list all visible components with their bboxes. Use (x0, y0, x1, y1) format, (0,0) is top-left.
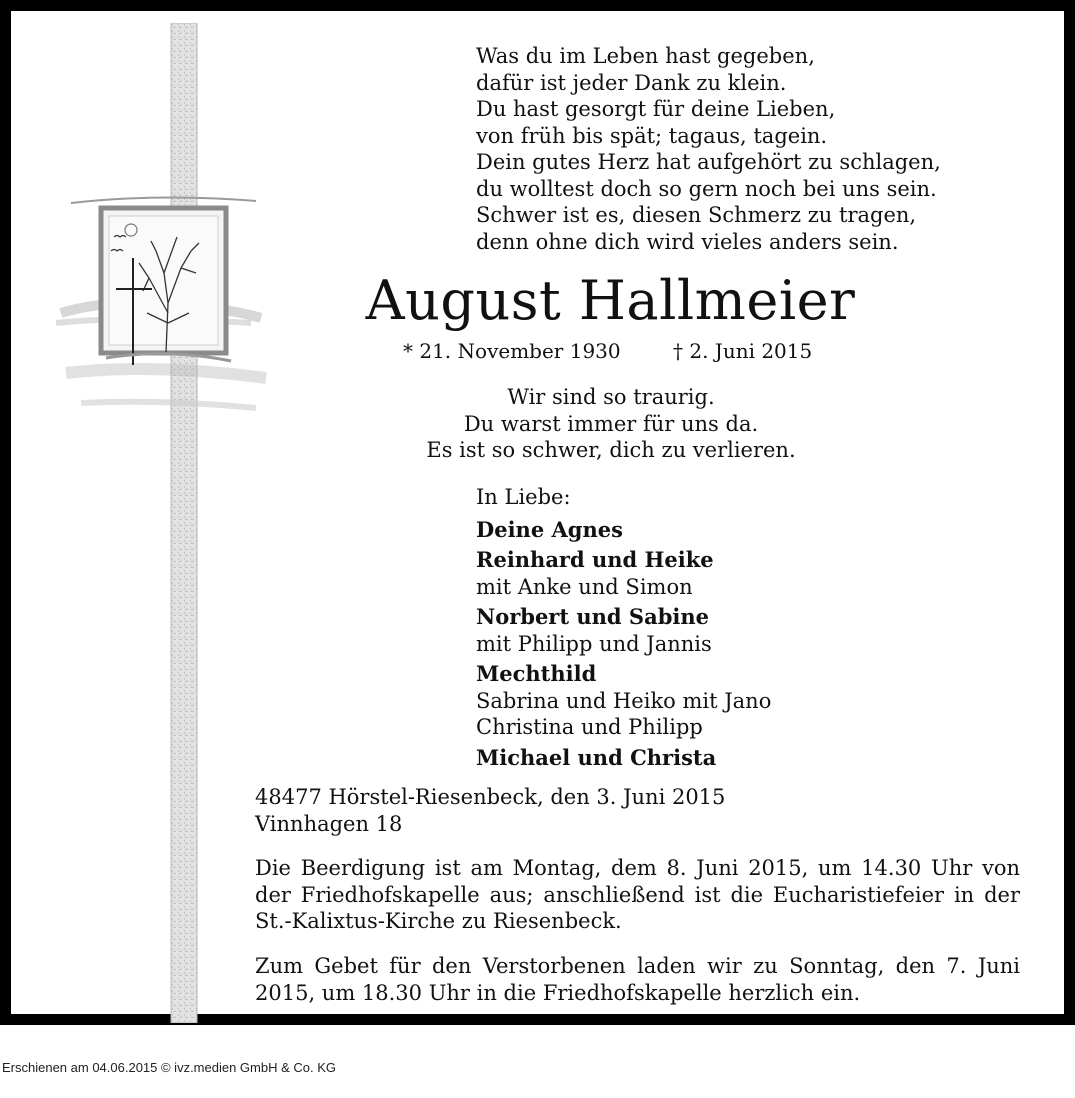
poem-line: dafür ist jeder Dank zu klein. (476, 70, 787, 95)
poem-line: denn ohne dich wird vieles anders sein. (476, 229, 899, 254)
deceased-name: August Hallmeier (365, 269, 856, 332)
prayer-info: Zum Gebet für den Verstorbenen laden wir zu Sonntag, den 7. Juni 2015, um 18.30 Uhr in die Friedhofskapelle herzlich ein. (255, 954, 1020, 1005)
poem-line: Was du im Leben hast gegeben, (476, 44, 815, 68)
family-member-bold: Norbert und Sabine (476, 604, 709, 629)
family-member-line: Sabrina und Heiko mit Jano (476, 688, 772, 713)
poem-line: von früh bis spät; tagaus, tagein. (476, 123, 828, 148)
funeral-info: Die Beerdigung ist am Montag, dem 8. Juni 2015, um 14.30 Uhr von der Friedhofskapelle aus; anschließend ist die Eucharistiefeier in der St.-Kalixtus-Kirche zu Riesenbeck. (255, 856, 1020, 933)
birth-date: * 21. November 1930 (403, 339, 621, 363)
address-line: Vinnhagen 18 (255, 811, 403, 836)
family-member-line: Christina und Philipp (476, 715, 703, 739)
family-group (476, 745, 771, 772)
poem-line: du wolltest doch so gern noch bei uns sein. (476, 176, 937, 201)
address-line: 48477 Hörstel-Riesenbeck, den 3. Juni 2015 (255, 785, 726, 809)
poem-line: Du hast gesorgt für deine Lieben, (476, 97, 836, 121)
verse-line: Es ist so schwer, dich zu verlieren. (426, 438, 796, 462)
family-group (476, 604, 771, 657)
family-list (476, 484, 771, 775)
poem-line: Schwer ist es, diesen Schmerz zu tragen, (476, 203, 917, 227)
family-member-bold: Deine Agnes (476, 516, 623, 542)
family-member-bold: Michael und Christa (476, 744, 717, 770)
closing-verse (311, 384, 911, 464)
opening-poem (476, 43, 941, 255)
family-member-line: mit Philipp und Jannis (476, 631, 712, 656)
cross-tree-illustration (51, 23, 271, 1023)
death-date: † 2. Juni 2015 (673, 339, 813, 363)
publication-footer: Erschienen am 04.06.2015 © ivz.medien GmbH & Co. KG (2, 1060, 337, 1075)
poem-line: Dein gutes Herz hat aufgehört zu schlagen, (476, 150, 941, 174)
family-group (476, 517, 771, 544)
family-member-bold: Mechthild (476, 661, 597, 686)
place-address (255, 784, 725, 837)
verse-line: Wir sind so traurig. (507, 385, 715, 409)
family-group (476, 661, 771, 741)
family-member-line: mit Anke und Simon (476, 574, 693, 599)
family-member-bold: Reinhard und Heike (476, 547, 714, 572)
verse-line: Du warst immer für uns da. (463, 411, 759, 436)
family-intro: In Liebe: (476, 485, 571, 509)
family-group (476, 547, 771, 600)
